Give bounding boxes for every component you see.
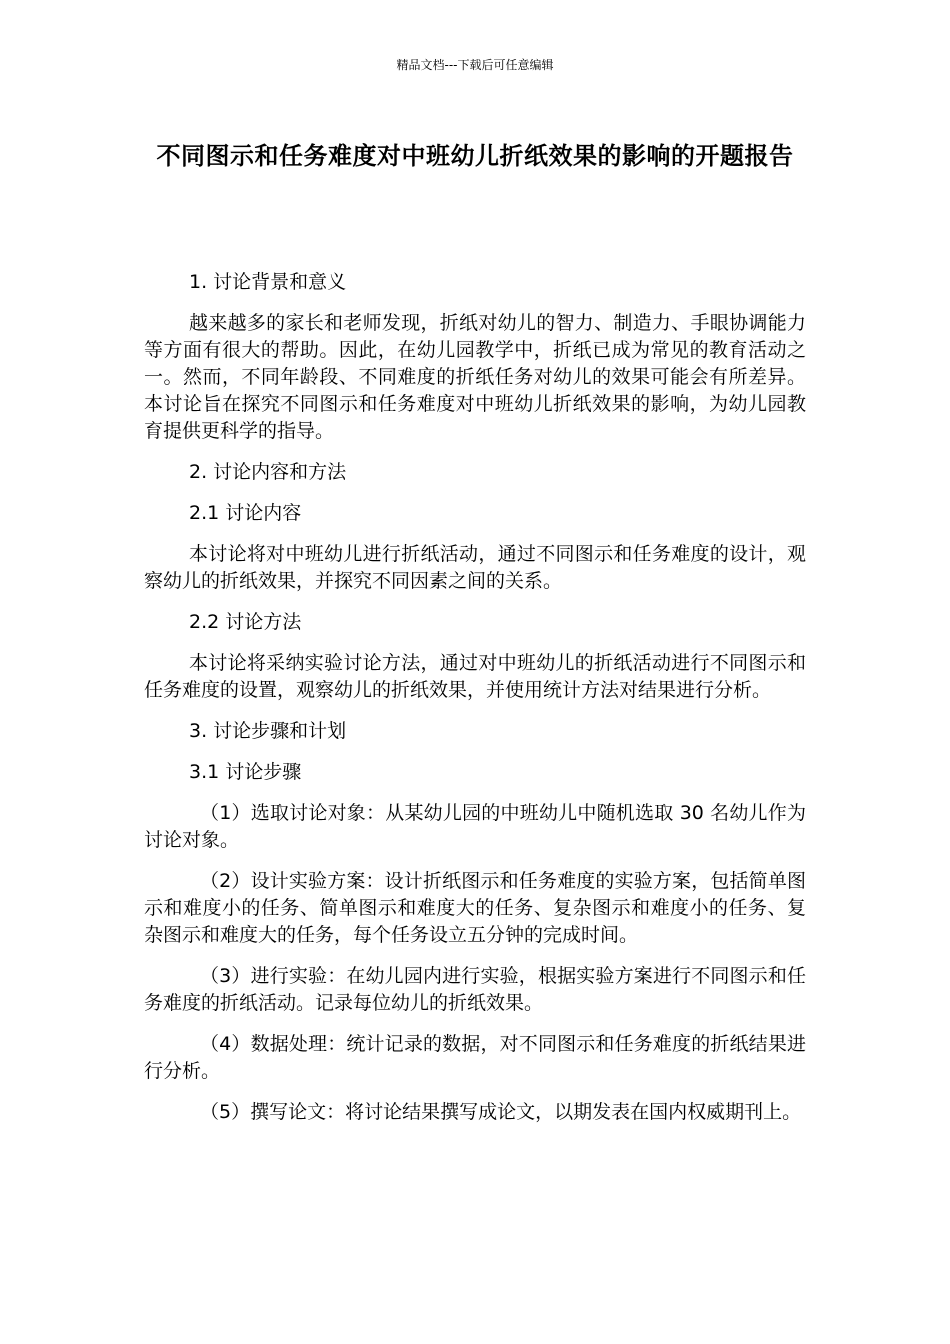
body-paragraph: 本讨论将对中班幼儿进行折纸活动，通过不同图示和任务难度的设计，观察幼儿的折纸效果，并探究不同因素之间的关系。 xyxy=(144,543,806,592)
section-heading: 1. 讨论背景和意义 xyxy=(189,271,347,293)
step-item: （5）撰写论文：将讨论结果撰写成论文，以期发表在国内权威期刊上。 xyxy=(200,1101,802,1123)
subsection-heading: 2.1 讨论内容 xyxy=(189,502,302,524)
document-body xyxy=(144,269,806,1140)
step-item: （1）选取讨论对象：从某幼儿园的中班幼儿中随机选取 30 名幼儿作为讨论对象。 xyxy=(144,802,806,851)
step-item: （4）数据处理：统计记录的数据，对不同图示和任务难度的折纸结果进行分析。 xyxy=(144,1033,806,1082)
subsection-heading: 3.1 讨论步骤 xyxy=(189,761,302,783)
step-item: （2）设计实验方案：设计折纸图示和任务难度的实验方案，包括简单图示和难度小的任务、简单图示和难度大的任务、复杂图示和难度小的任务、复杂图示和难度大的任务，每个任务设立五分钟的完成时间。 xyxy=(144,870,806,946)
page-header: 精品文档---下载后可任意编辑 xyxy=(396,58,554,72)
section-heading: 3. 讨论步骤和计划 xyxy=(189,720,347,742)
section-heading: 2. 讨论内容和方法 xyxy=(189,461,347,483)
body-paragraph: 本讨论将采纳实验讨论方法，通过对中班幼儿的折纸活动进行不同图示和任务难度的设置，观察幼儿的折纸效果，并使用统计方法对结果进行分析。 xyxy=(144,652,806,701)
document-title: 不同图示和任务难度对中班幼儿折纸效果的影响的开题报告 xyxy=(156,142,794,170)
subsection-heading: 2.2 讨论方法 xyxy=(189,611,302,633)
body-paragraph: 越来越多的家长和老师发现，折纸对幼儿的智力、制造力、手眼协调能力等方面有很大的帮助。因此，在幼儿园教学中，折纸已成为常见的教育活动之一。然而，不同年龄段、不同难度的折纸任务对幼儿的效果可能会有所差异。本讨论旨在探究不同图示和任务难度对中班幼儿折纸效果的影响，为幼儿园教育提供更科学的指导。 xyxy=(144,312,806,442)
step-item: （3）进行实验：在幼儿园内进行实验，根据实验方案进行不同图示和任务难度的折纸活动。记录每位幼儿的折纸效果。 xyxy=(144,965,806,1014)
